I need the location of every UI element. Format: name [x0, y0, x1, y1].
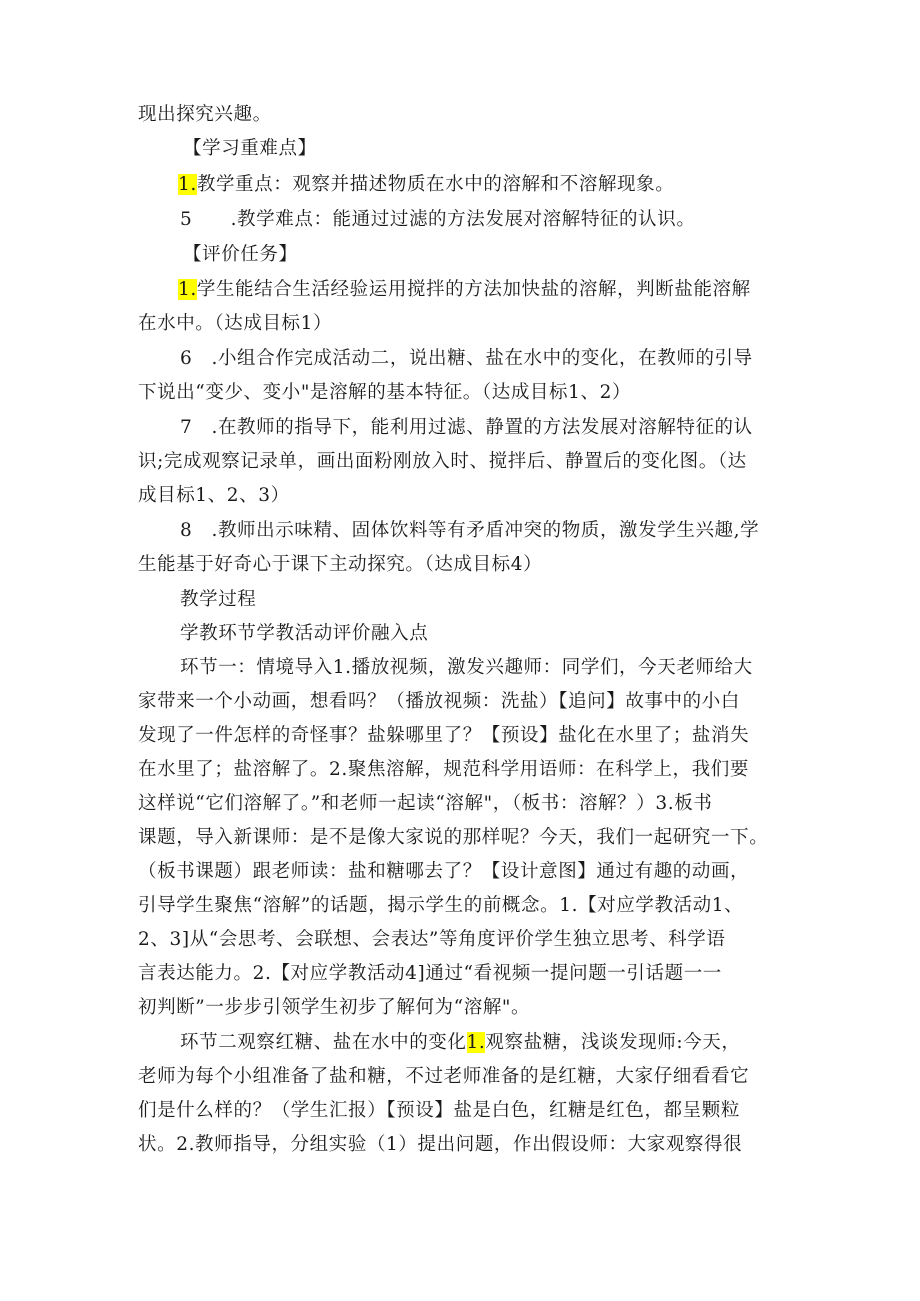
line-text: 这样说“它们溶解了。”和老师一起读“溶解"，（板书：溶解？）3.板书: [138, 793, 713, 814]
text-line: [138, 1064, 749, 1090]
line-text: 发现了一件怎样的奇怪事？盐躲哪里了？【预设】盐化在水里了；盐消失: [138, 725, 750, 746]
line-text: 7 .在教师的指导下，能利用过滤、静置的方法发展对溶解特征的认: [180, 417, 753, 438]
line-prefix: 环节二观察红糖、盐在水中的变化: [180, 1032, 467, 1053]
line-text: 5 .教学难点：能通过过滤的方法发展对溶解特征的认识。: [180, 209, 696, 230]
text-line: [138, 927, 725, 953]
line-text: 在水里了；盐溶解了。2.聚焦溶解，规范科学用语师：在科学上，我们要: [138, 759, 749, 780]
text-line: [138, 311, 332, 337]
line-text: 教学过程: [180, 589, 257, 610]
text-line: [138, 757, 749, 783]
line-text: 识;完成观察记录单，画出面粉刚放入时、搅拌后、静置后的变化图。（达: [138, 451, 747, 472]
text-line: [180, 346, 753, 372]
text-line: [180, 587, 256, 613]
line-text: 学生能结合生活经验运用搅拌的方法加快盐的溶解，判断盐能溶解: [196, 279, 751, 300]
text-line: [178, 172, 674, 198]
text-line: [183, 242, 298, 268]
text-line: [138, 380, 631, 406]
text-line: [138, 995, 530, 1021]
text-line: [180, 1030, 741, 1056]
text-line: [138, 689, 740, 715]
line-text: 成目标1、2、3）: [138, 485, 290, 506]
line-text: 课题，导入新课师：是不是像大家说的那样呢？今天，我们一起研究一下。: [138, 827, 769, 848]
text-line: [138, 449, 747, 475]
text-line: [138, 1098, 740, 1124]
line-text: 生能基于好奇心于课下主动探究。（达成目标4）: [138, 554, 543, 575]
text-line: [138, 893, 743, 919]
line-text: 学教环节学教活动评价融入点: [180, 623, 429, 644]
text-line: [138, 723, 749, 749]
text-line: [138, 825, 768, 851]
text-line: [138, 552, 542, 578]
line-text: 老师为每个小组准备了盐和糖，不过老师准备的是红糖，大家仔细看看它: [138, 1066, 750, 1087]
line-text: 现出探究兴趣。: [138, 104, 272, 125]
line-text: 下说出“变少、变小"是溶解的基本特征。（达成目标1、2）: [138, 382, 632, 403]
text-line: [138, 961, 722, 987]
line-text: 言表达能力。2.【对应学教活动4]通过“看视频一提问题一引话题一一: [138, 963, 722, 984]
line-text: 初判断”一步步引领学生初步了解何为“溶解"。: [138, 997, 531, 1018]
line-text: 教学重点：观察并描述物质在水中的溶解和不溶解现象。: [196, 174, 675, 195]
text-line: [138, 791, 712, 817]
line-text: 家带来一个小动画，想看吗？（播放视频：洗盐）【追问】故事中的小白: [138, 691, 740, 712]
line-text: 6 .小组合作完成活动二，说出糖、盐在水中的变化，在教师的引导: [180, 348, 753, 369]
line-text: 们是什么样的？（学生汇报）【预设】盐是白色，红糖是红色，都呈颗粒: [138, 1100, 740, 1121]
text-line: [180, 207, 695, 233]
text-line: [178, 277, 751, 303]
text-line: [180, 621, 428, 647]
line-text: （板书课题）跟老师读：盐和糖哪去了？【设计意图】通过有趣的动画，: [138, 861, 750, 882]
text-line: [183, 136, 317, 162]
text-line: [138, 483, 290, 509]
text-line: [138, 859, 749, 885]
text-line: [138, 102, 272, 128]
text-line: [180, 415, 753, 441]
highlighted-number: 1.: [178, 279, 197, 300]
line-text: 在水中。（达成目标1）: [138, 313, 333, 334]
text-line: [180, 655, 753, 681]
line-text: 8 .教师出示味精、固体饮料等有矛盾冲突的物质，激发学生兴趣,学: [180, 520, 760, 541]
text-line: [138, 1132, 742, 1158]
text-line: [180, 518, 759, 544]
line-text: 状。2.教师指导，分组实验（1）提出问题，作出假设师：大家观察得很: [138, 1134, 743, 1155]
line-text: 【评价任务】: [183, 244, 298, 265]
line-text: 观察盐糖，浅谈发现师:今天，: [485, 1032, 741, 1053]
line-text: 环节一：情境导入1.播放视频，激发兴趣师：同学们，今天老师给大: [180, 657, 753, 678]
line-text: 引导学生聚焦“溶解”的话题，揭示学生的前概念。1.【对应学教活动1、: [138, 895, 744, 916]
line-text: 2、3]从“会思考、会联想、会表达”等角度评价学生独立思考、科学语: [138, 929, 726, 950]
highlighted-number: 1.: [178, 174, 197, 195]
highlighted-number: 1.: [466, 1032, 486, 1053]
line-text: 【学习重难点】: [183, 138, 317, 159]
